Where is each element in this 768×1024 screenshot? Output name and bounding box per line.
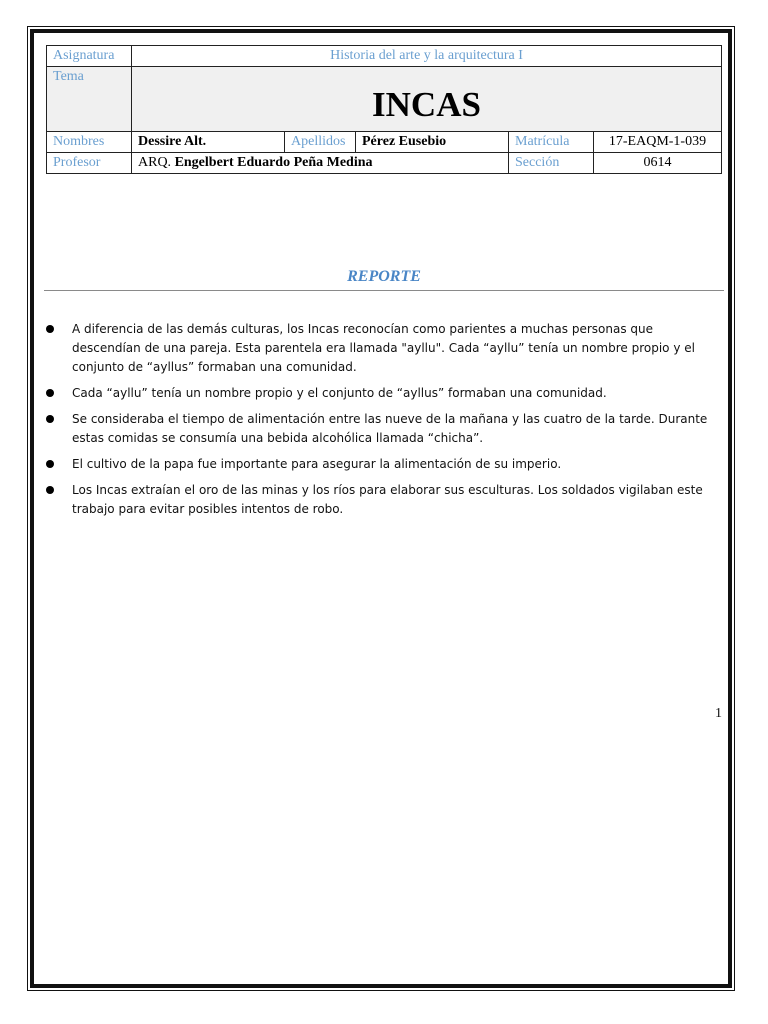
bullet-icon xyxy=(46,389,54,397)
theme-cell xyxy=(132,67,722,132)
report-divider xyxy=(44,290,724,291)
list-item xyxy=(44,384,722,403)
report-title: REPORTE xyxy=(347,268,421,285)
id-value: 17-EAQM-1-039 xyxy=(594,132,722,153)
names-value: Dessire Alt. xyxy=(132,132,285,153)
page-number: 1 xyxy=(715,706,722,721)
surnames-label: Apellidos xyxy=(285,132,356,153)
bullet-text: Cada “ayllu” tenía un nombre propio y el conjunto de “ayllus” formaban una comunidad. xyxy=(72,386,607,400)
bullet-text: Los Incas extraían el oro de las minas y los ríos para elaborar sus esculturas. Los soldados vigilaban este trabajo para evitar posibles intentos de robo. xyxy=(72,483,703,516)
list-item xyxy=(44,410,722,448)
names-label: Nombres xyxy=(47,132,132,153)
header-table xyxy=(46,45,722,174)
section-label: Sección xyxy=(509,153,594,174)
professor-name: Engelbert Eduardo Peña Medina xyxy=(174,155,373,170)
subject-label: Asignatura xyxy=(47,46,132,67)
bullet-text: A diferencia de las demás culturas, los Incas reconocían como parientes a muchas personas que descendían de una pareja. Esta parentela era llamada "ayllu". Cada “ayllu” tenía un nombre propio y el conjunto de “ayllus” formaban una comunidad. xyxy=(72,322,695,374)
bullet-icon xyxy=(46,415,54,423)
id-label: Matrícula xyxy=(509,132,594,153)
document-title: INCAS xyxy=(372,85,481,124)
bullet-text: Se consideraba el tiempo de alimentación entre las nueve de la mañana y las cuatro de la tarde. Durante estas comidas se consumía una bebida alcohólica llamada “chicha”. xyxy=(72,412,708,445)
professor-label: Profesor xyxy=(47,153,132,174)
bullet-text: El cultivo de la papa fue importante para asegurar la alimentación de su imperio. xyxy=(72,457,562,471)
professor-value xyxy=(132,153,509,174)
list-item xyxy=(44,481,722,519)
subject-value: Historia del arte y la arquitectura I xyxy=(132,46,722,67)
bullet-icon xyxy=(46,486,54,494)
theme-label: Tema xyxy=(47,67,132,132)
list-item xyxy=(44,455,722,474)
report-bullet-list xyxy=(44,320,722,526)
section-value: 0614 xyxy=(594,153,722,174)
surnames-value: Pérez Eusebio xyxy=(356,132,509,153)
professor-prefix: ARQ. xyxy=(138,155,172,170)
bullet-icon xyxy=(46,325,54,333)
bullet-icon xyxy=(46,460,54,468)
list-item xyxy=(44,320,722,377)
